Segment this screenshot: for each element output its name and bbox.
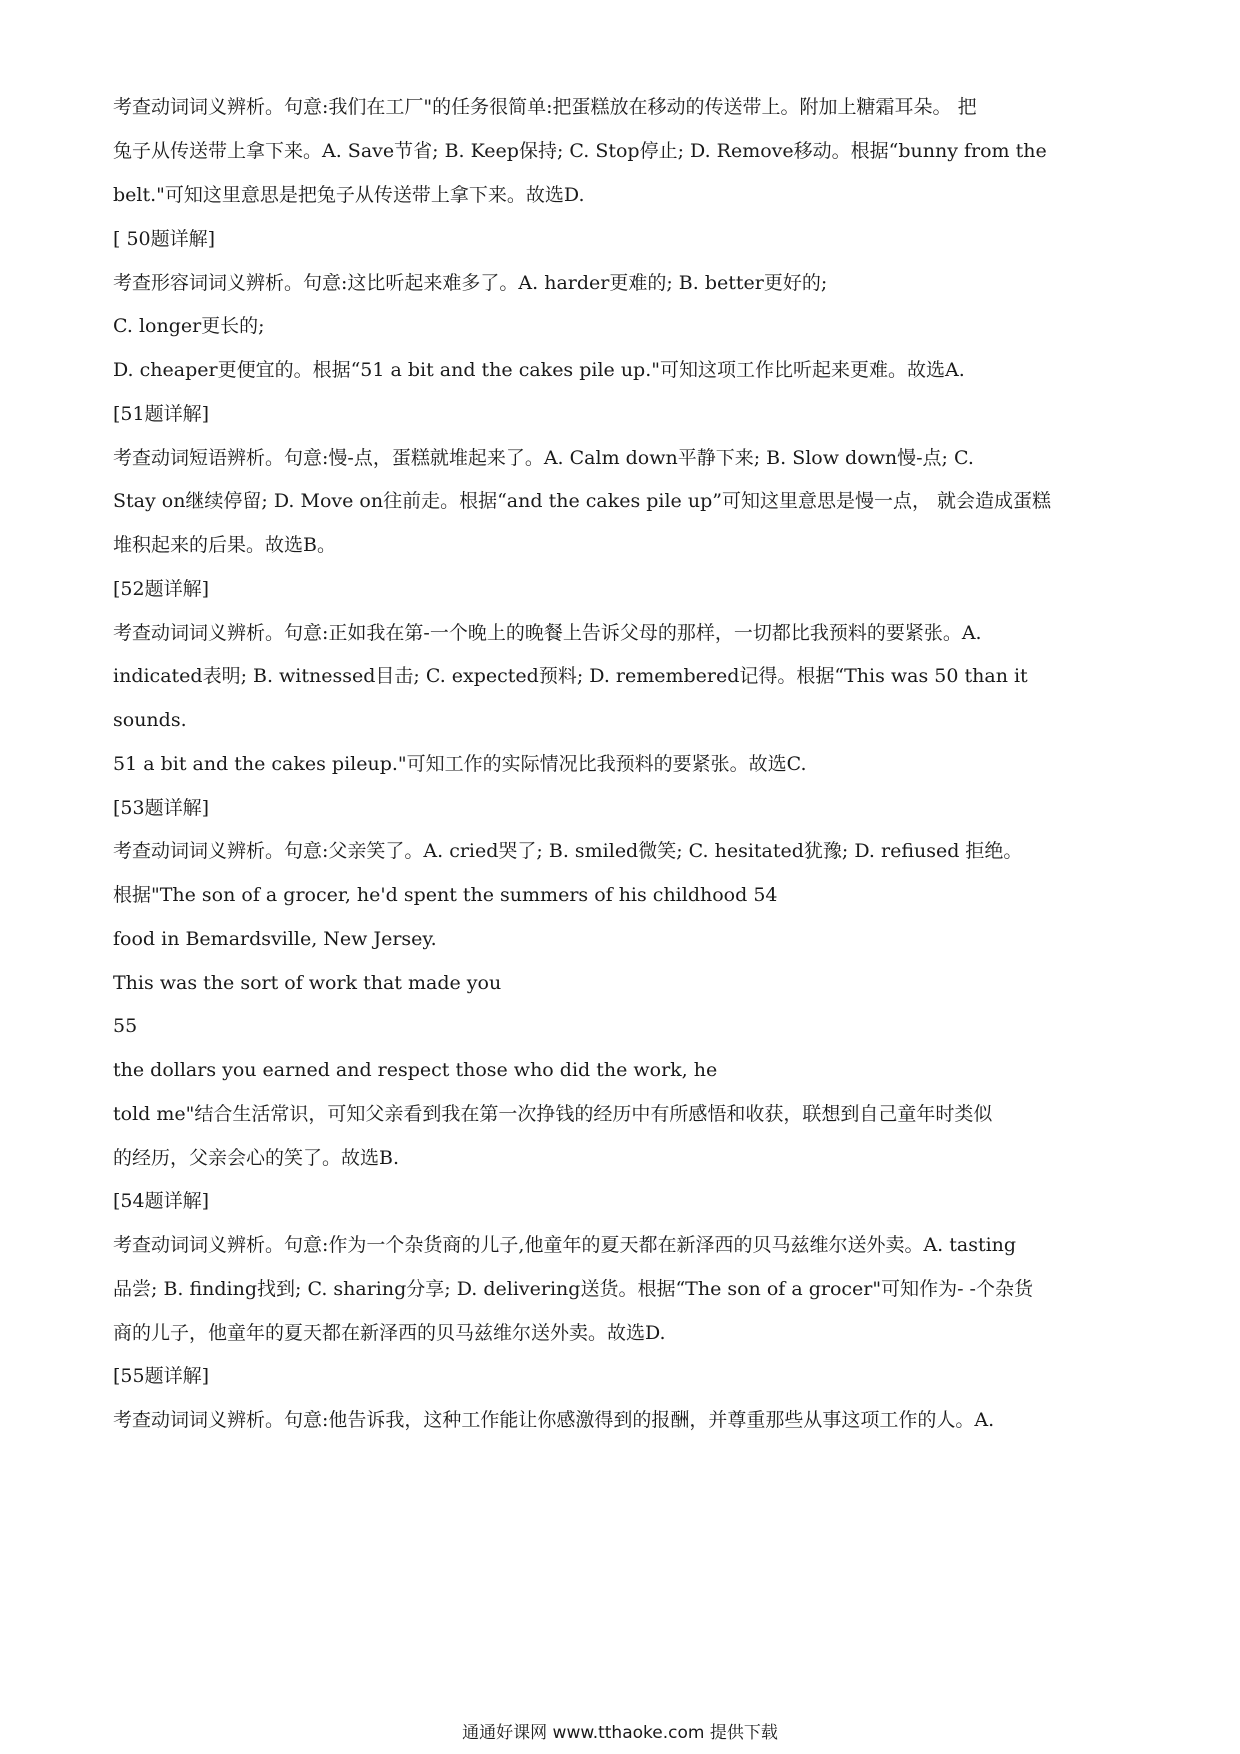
- text-line: This was the sort of work that made you: [113, 972, 502, 994]
- section-heading: [ 50题详解]: [113, 228, 216, 250]
- text-line: 堆积起来的后果。故选B。: [113, 534, 336, 556]
- text-line: the dollars you earned and respect those who did the work, he: [113, 1059, 718, 1081]
- text-line: 考查动词短语辨析。句意:慢-点，蛋糕就堆起来了。A. Calm down平静下来; B. Slow down慢-点; C.: [113, 447, 974, 469]
- text-line: C. longer更长的;: [113, 315, 265, 337]
- text-line: 商的儿子，他童年的夏天都在新泽西的贝马兹维尔送外卖。故选D.: [113, 1322, 666, 1344]
- text-line: 考查动词词义辨析。句意:他告诉我，这种工作能让你感激得到的报酬，并尊重那些从事这项工作的人。A.: [113, 1409, 995, 1431]
- section-heading: [55题详解]: [113, 1365, 210, 1387]
- text-line: 考查动词词义辨析。句意:作为一个杂货商的儿子,他童年的夏天都在新泽西的贝马兹维尔送外卖。A. tasting: [113, 1234, 1017, 1256]
- text-line: 55: [113, 1015, 138, 1037]
- text-line: D. cheaper更便宜的。根据“51 a bit and the cakes pile up."可知这项工作比听起来更难。故选A.: [113, 359, 965, 381]
- text-line: Stay on继续停留; D. Move on往前走。根据“and the cakes pile up”可知这里意思是慢一点， 就会造成蛋糕: [113, 490, 1051, 512]
- text-line: 兔子从传送带上拿下来。A. Save节省; B. Keep保持; C. Stop停止; D. Remove移动。根据“bunny from the: [113, 140, 1047, 162]
- text-line: food in Bemardsville, New Jersey.: [113, 928, 437, 950]
- section-heading: [54题详解]: [113, 1190, 210, 1212]
- text-line: sounds.: [113, 709, 187, 731]
- page-footer: 通通好课网 www.tthaoke.com 提供下载: [462, 1723, 778, 1743]
- section-heading: [52题详解]: [113, 578, 210, 600]
- text-line: 品尝; B. finding找到; C. sharing分享; D. delivering送货。根据“The son of a grocer"可知作为- -个杂货: [113, 1278, 1033, 1300]
- text-line: indicated表明; B. witnessed目击; C. expected预料; D. remembered记得。根据“This was 50 than it: [113, 665, 1028, 687]
- text-line: 根据"The son of a grocer, he'd spent the summers of his childhood 54: [113, 884, 778, 906]
- section-heading: [51题详解]: [113, 403, 210, 425]
- text-line: 51 a bit and the cakes pileup."可知工作的实际情况比我预料的要紧张。故选C.: [113, 753, 807, 775]
- section-heading: [53题详解]: [113, 797, 210, 819]
- text-line: 考查动词词义辨析。句意:父亲笑了。A. cried哭了; B. smiled微笑; C. hesitated犹豫; D. refiused 拒绝。: [113, 840, 1023, 862]
- text-line: told me"结合生活常识，可知父亲看到我在第一次挣钱的经历中有所感悟和收获，联想到自己童年时类似: [113, 1103, 993, 1125]
- text-line: 的经历，父亲会心的笑了。故选B.: [113, 1147, 400, 1169]
- text-line: 考查动词词义辨析。句意:正如我在第-一个晚上的晚餐上告诉父母的那样，一切都比我预料的要紧张。A.: [113, 622, 982, 644]
- text-line: belt."可知这里意思是把兔子从传送带上拿下来。故选D.: [113, 184, 585, 206]
- text-line: 考查形容词词义辨析。句意:这比听起来难多了。A. harder更难的; B. better更好的;: [113, 272, 828, 294]
- text-line: 考查动词词义辨析。句意:我们在工厂"的任务很简单:把蛋糕放在移动的传送带上。附加上糖霜耳朵。 把: [113, 96, 977, 118]
